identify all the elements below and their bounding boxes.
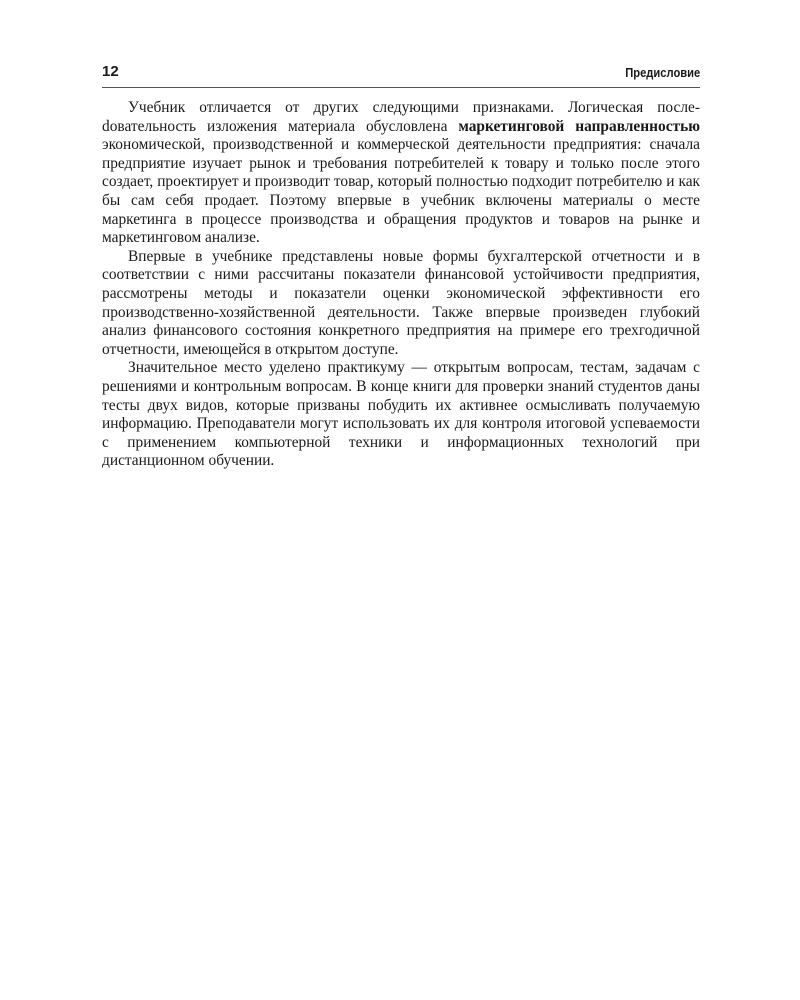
- paragraph-1-text-end: экономической, производственной и коммерческой деятельности предприятия: сначала предприятие изучает рынок и требования потребителей к товару и только после этого создает, проектирует и производит товар, который полностью подходит потребителю и как бы сам себя продает. Поэтому впервые в учебник включены материалы о месте маркетинга в процессе производства и обращения продуктов и товаров на рынке и маркетинговом анализе.: [102, 136, 700, 247]
- paragraph-2: Впервые в учебнике представлены новые формы бухгалтерской отчетности и в соответствии с ними рассчитаны показатели финансовой устойчивости предприятия, рассмотрены методы и показатели оценки экономической эффективности его производственно-хозяйственной деятельности. Также впервые произведен глубокий анализ финансового состояния конкретного предприятия на примере его трехгодичной отчетности, имеющейся в открытом доступе.: [102, 247, 700, 358]
- paragraph-1-emphasis: маркетинговой направленностью: [458, 117, 700, 135]
- running-head: [102, 62, 700, 84]
- section-title: Предисловие: [624, 65, 700, 80]
- document-page: [102, 0, 700, 1000]
- paragraph-3: Значительное место уделено практикуму — открытым вопросам, тестам, задачам с решениями и контрольным вопросам. В конце книги для проверки знаний студентов даны тесты двух видов, которые призваны побудить их активнее осмысливать получаемую информацию. Преподаватели могут использовать их для контроля итоговой успеваемости с применением компьютерной техники и информационных технологий при дистанционном обучении.: [102, 359, 700, 470]
- page-number: 12: [102, 63, 119, 80]
- header-rule: [102, 87, 700, 88]
- paragraph-1: [102, 99, 700, 248]
- body-text: [102, 99, 700, 471]
- paragraph-1-text-start: Учебник отличается от других следующими признаками. Логическая послеdовательность изложения материала обусловлена: [102, 99, 700, 135]
